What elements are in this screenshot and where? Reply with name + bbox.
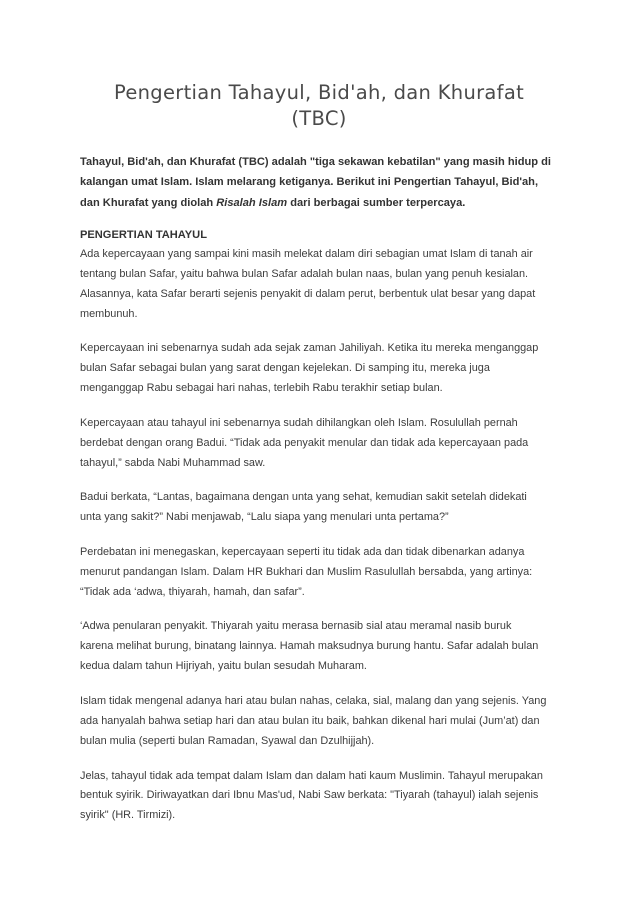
paragraph-line: bentuk syirik. Diriwayatkan dari Ibnu Mas'ud, Nabi Saw berkata: "Tiyarah (tahayul) ialah sejenis [80, 789, 539, 802]
paragraph-line: Islam tidak mengenal adanya hari atau bulan nahas, celaka, sial, malang dan yang sejenis. Yang [80, 694, 547, 707]
intro-text: dan Khurafat yang diolah [80, 196, 217, 209]
paragraph-line: Kepercayaan atau tahayul ini sebenarnya sudah dihilangkan oleh Islam. Rosulullah pernah [80, 416, 518, 429]
paragraph-line: Alasannya, kata Safar berarti sejenis penyakit di dalam perut, berbentuk ulat besar yang dapat [80, 287, 536, 300]
paragraph-line: Jelas, tahayul tidak ada tempat dalam Islam dan dalam hati kaum Muslimin. Tahayul merupakan [80, 769, 543, 782]
section-heading: PENGERTIAN TAHAYUL [80, 228, 207, 241]
body-paragraph [80, 414, 566, 474]
article-body [80, 152, 566, 841]
body-paragraph [80, 543, 566, 603]
paragraph-line: membunuh. [80, 307, 138, 320]
paragraph-line: Ada kepercayaan yang sampai kini masih melekat dalam diri sebagian umat Islam di tanah air [80, 247, 533, 260]
paragraph-line: ada hanyalah bahwa setiap hari dan atau bulan itu baik, bahkan dikenal hari mulai (Jum’at) dan [80, 714, 540, 727]
intro-paragraph [80, 152, 566, 213]
intro-line: Tahayul, Bid'ah, dan Khurafat (TBC) adalah "tiga sekawan kebatilan" yang masih hidup di [80, 156, 551, 168]
body-paragraph [80, 245, 566, 325]
paragraph-list [80, 245, 566, 826]
paragraph-line: unta yang sakit?” Nabi menjawab, “Lalu siapa yang menulari unta pertama?” [80, 511, 449, 524]
body-paragraph [80, 767, 566, 827]
paragraph-line: bulan Safar sebagai bulan yang sarat dengan kejelekan. Di samping itu, mereka juga [80, 362, 490, 375]
paragraph-line: berdebat dengan orang Badui. “Tidak ada penyakit menular dan tidak ada kepercayaan pada [80, 436, 529, 449]
title-line: Pengertian Tahayul, Bid'ah, dan Khurafat [113, 81, 525, 104]
body-paragraph [80, 692, 566, 752]
paragraph-line: menganggap Rabu sebagai hari nahas, terlebih Rabu terakhir setiap bulan. [80, 382, 443, 395]
paragraph-line: Perdebatan ini menegaskan, kepercayaan seperti itu tidak ada dan tidak dibenarkan adanya [80, 545, 525, 558]
paragraph-line: menurut pandangan Islam. Dalam HR Bukhari dan Muslim Rasulullah bersabda, yang artinya: [80, 565, 533, 578]
paragraph-line: syirik" (HR. Tirmizi). [80, 809, 176, 822]
paragraph-line: ‘Adwa penularan penyakit. Thiyarah yaitu merasa bernasib sial atau meramal nasib buruk [80, 620, 512, 633]
intro-text: dari berbagai sumber terpercaya. [287, 196, 466, 209]
paragraph-line: tahayul,” sabda Nabi Muhammad saw. [80, 456, 266, 469]
paragraph-line: tentang bulan Safar, yaitu bahwa bulan Safar adalah bulan naas, bulan yang penuh kesialan. [80, 267, 529, 280]
publication-name: Risalah Islam [216, 196, 288, 209]
body-paragraph [80, 617, 566, 677]
intro-line [80, 193, 566, 213]
paragraph-line: kedua dalam tahun Hijriyah, yaitu bulan sesudah Muharam. [80, 660, 367, 673]
paragraph-line: “Tidak ada ‘adwa, thiyarah, hamah, dan safar”. [80, 585, 305, 598]
paragraph-line: Kepercayaan ini sebenarnya sudah ada sejak zaman Jahiliyah. Ketika itu mereka menganggap [80, 342, 539, 355]
body-paragraph [80, 488, 566, 528]
page-title [80, 80, 558, 132]
title-line: (TBC) [291, 107, 347, 130]
paragraph-line: bulan mulia (seperti bulan Ramadan, Syawal dan Dzulhijjah). [80, 734, 375, 747]
intro-line: kalangan umat Islam. Islam melarang ketiganya. Berikut ini Pengertian Tahayul, Bid'ah, [80, 176, 539, 189]
body-paragraph [80, 339, 566, 399]
paragraph-line: karena melihat burung, binatang lainnya. Hamah maksudnya burung hantu. Safar adalah bulan [80, 640, 539, 653]
paragraph-line: Badui berkata, “Lantas, bagaimana dengan unta yang sehat, kemudian sakit setelah didekati [80, 491, 527, 504]
